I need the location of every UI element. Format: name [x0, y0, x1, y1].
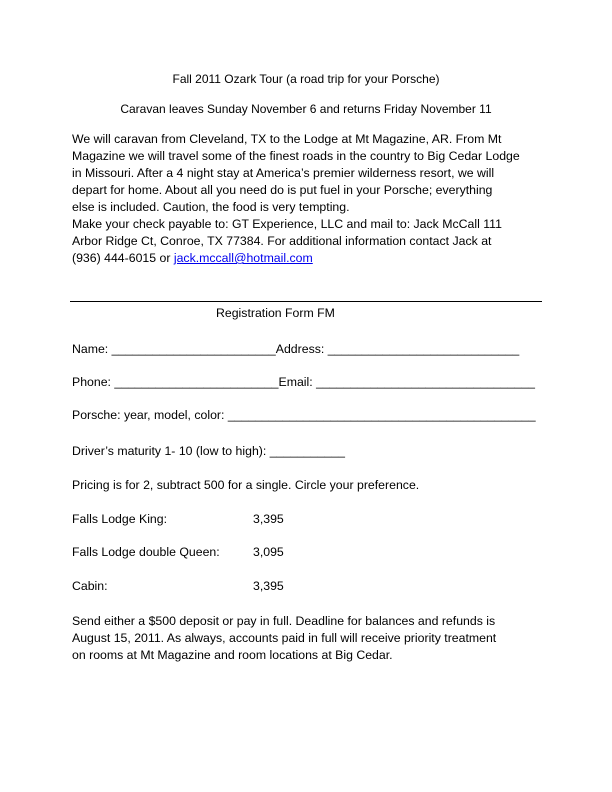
option-price: 3,395 [253, 579, 284, 593]
email-link[interactable]: jack.mccall@hotmail.com [173, 251, 313, 265]
contact-phone: (936) 444-6015 or [72, 251, 174, 265]
form-title: Registration Form FM [216, 306, 335, 320]
footer-line: Send either a $500 deposit or pay in full. Deadline for balances and refunds is [72, 614, 496, 628]
porsche-field[interactable]: Porsche: year, model, color: _____________________________________________ [72, 408, 536, 422]
option-price: 3,395 [253, 512, 284, 526]
contact-line [72, 250, 313, 266]
intro-line: Magazine we will travel some of the finest roads in the country to Big Cedar Lodge [72, 149, 520, 163]
section-divider [70, 301, 542, 302]
phone-email-field[interactable]: Phone: ________________________Email: ________________________________ [72, 375, 535, 389]
option-cabin[interactable] [72, 578, 372, 594]
option-falls-lodge-king[interactable] [72, 511, 372, 527]
pricing-note: Pricing is for 2, subtract 500 for a single. Circle your preference. [72, 478, 420, 492]
intro-line: in Missouri. After a 4 night stay at America’s premier wilderness resort, we will [72, 166, 495, 180]
intro-line: We will caravan from Cleveland, TX to the Lodge at Mt Magazine, AR. From Mt [72, 132, 502, 146]
intro-line: Arbor Ridge Ct, Conroe, TX 77384. For additional information contact Jack at [72, 234, 492, 248]
maturity-field[interactable]: Driver’s maturity 1- 10 (low to high): ___________ [72, 444, 345, 458]
option-falls-lodge-double-queen[interactable] [72, 544, 372, 560]
footer-line: on rooms at Mt Magazine and room locations at Big Cedar. [72, 648, 393, 662]
option-label: Falls Lodge double Queen: [72, 545, 220, 559]
footer-line: August 15, 2011. As always, accounts paid in full will receive priority treatment [72, 631, 497, 645]
document-title: Fall 2011 Ozark Tour (a road trip for your Porsche) [172, 72, 440, 86]
option-label: Cabin: [72, 579, 108, 593]
intro-line: Make your check payable to: GT Experience, LLC and mail to: Jack McCall 111 [72, 217, 502, 231]
option-label: Falls Lodge King: [72, 512, 168, 526]
name-address-field[interactable]: Name: ________________________Address: ____________________________ [72, 342, 520, 356]
document-subtitle: Caravan leaves Sunday November 6 and returns Friday November 11 [120, 102, 492, 116]
intro-line: else is included. Caution, the food is very tempting. [72, 200, 350, 214]
intro-line: depart for home. About all you need do is put fuel in your Porsche; everything [72, 183, 493, 197]
option-price: 3,095 [253, 545, 284, 559]
